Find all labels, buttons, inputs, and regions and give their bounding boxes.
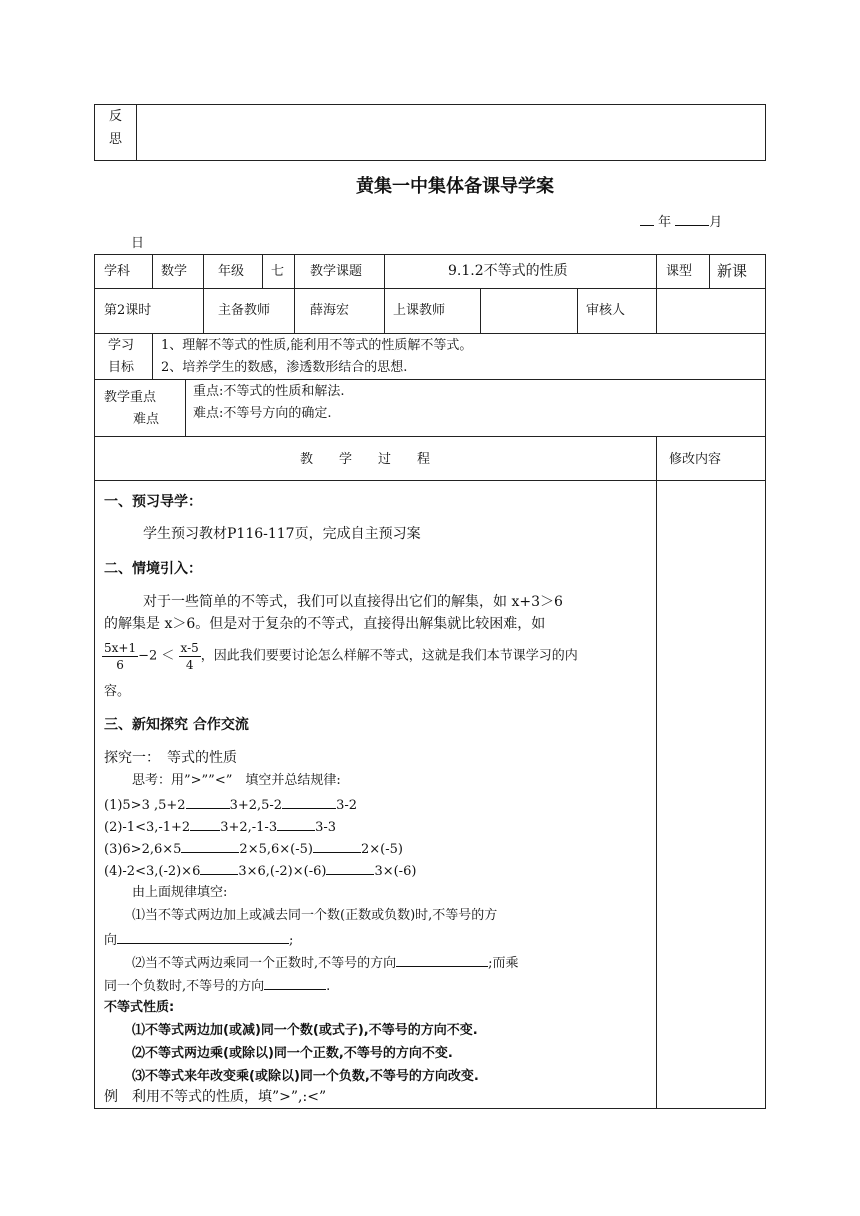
section-1-heading: 一、预习导学： — [104, 494, 202, 510]
subject-value: 数学 — [161, 264, 188, 279]
rule-1-line-1: ⑴当不等式两边加上或减去同一个数(正数或负数)时,不等号的方 — [132, 908, 498, 923]
keypoint-item-2: 难点:不等号方向的确定. — [193, 406, 332, 421]
properties-heading: 不等式性质: — [104, 1000, 175, 1015]
section-2-line-4: 容。 — [104, 684, 131, 699]
rule-2-line-2: 同一个负数时,不等号的方向 . — [104, 979, 331, 994]
section-2-line-2: 的解集是 x＞6。但是对于复杂的不等式，直接得出解集就比较困难，如 — [104, 616, 546, 632]
objectives-label-2: 目标 — [108, 360, 135, 375]
reviewer-label: 审核人 — [586, 303, 626, 318]
reflection-label-2: 思 — [109, 132, 123, 147]
objective-item-1: 1、理解不等式的性质,能利用不等式的性质解不等式。 — [161, 338, 473, 353]
section-2-formula-line — [102, 640, 578, 673]
section-2-line-3: ，因此我们要要讨论怎么样解不等式，这就是我们本节课学习的内 — [200, 648, 578, 664]
keypoint-item-1: 重点:不等式的性质和解法. — [193, 384, 345, 399]
subject-label: 学科 — [104, 264, 131, 279]
main-teacher-label: 主备教师 — [218, 303, 271, 318]
type-value: 新课 — [717, 262, 748, 280]
date-line — [640, 213, 722, 231]
date-day: 日 — [131, 236, 145, 251]
think-prompt: 思考：用”>””<” 填空并总结规律: — [132, 773, 341, 788]
minus-two: −2 ＜ — [138, 648, 175, 664]
reflection-label-1: 反 — [109, 109, 123, 124]
type-label: 课型 — [666, 264, 693, 279]
fraction-2: $\frac{x-5}{4}$ — [180, 641, 199, 672]
lesson-number: 第2课时 — [104, 303, 152, 318]
fraction-1: $\frac{5x+1}{6}$ — [104, 641, 137, 672]
date-month: 月 — [709, 215, 723, 230]
date-year: 年 — [658, 215, 672, 230]
grade-label: 年级 — [218, 264, 245, 279]
process-header: 教 学 过 程 — [300, 452, 431, 467]
property-3: ⑶不等式来年改变乘(或除以)同一个负数,不等号的方向改变. — [132, 1069, 479, 1084]
section-3-heading: 三、新知探究 合作交流 — [104, 717, 249, 733]
reflection-divider — [136, 104, 137, 161]
main-teacher-value: 薛海宏 — [310, 303, 350, 318]
keypoints-label-1: 教学重点 — [104, 390, 157, 405]
example-line: 例 利用不等式的性质，填”>”,:<” — [104, 1089, 327, 1105]
property-1: ⑴不等式两边加(或减)同一个数(或式子),不等号的方向不变. — [132, 1023, 478, 1038]
exercise-row-3: (3)6>2,6×5 2×5,6×(-5) 2×(-5) — [104, 842, 403, 857]
rule-1-line-2: 向 ; — [104, 933, 294, 948]
property-2: ⑵不等式两边乘(或除以)同一个正数,不等号的方向不变. — [132, 1046, 453, 1061]
exercise-row-4: (4)-2<3,(-2)×6 3×6,(-2)×(-6) 3×(-6) — [104, 864, 417, 879]
page-title: 黄集一中集体备课导学案 — [356, 176, 554, 197]
rule-2-line-1: ⑵当不等式两边乘同一个正数时,不等号的方向 ;而乘 — [132, 956, 519, 971]
modify-header: 修改内容 — [669, 452, 722, 467]
objectives-label-1: 学习 — [108, 338, 135, 353]
section-1-text: 学生预习教材P116-117页，完成自主预习案 — [143, 526, 421, 542]
section-2-heading: 二、情境引入： — [104, 561, 202, 577]
exercise-row-1: (1)5>3 ,5+2 3+2,5-2 3-2 — [104, 798, 358, 813]
fill-intro: 由上面规律填空: — [132, 885, 228, 900]
class-teacher-label: 上课教师 — [393, 303, 446, 318]
reflection-box — [94, 104, 766, 161]
exercise-row-2: (2)-1<3,-1+2 3+2,-1-3 3-3 — [104, 820, 337, 835]
keypoints-label-2: 难点 — [133, 412, 160, 427]
section-2-line-1: 对于一些简单的不等式，我们可以直接得出它们的解集，如 x+3＞6 — [143, 594, 563, 610]
grade-value: 七 — [271, 264, 285, 279]
topic-label: 教学课题 — [310, 264, 363, 279]
explore-title: 探究一： 等式的性质 — [104, 750, 237, 766]
objective-item-2: 2、培养学生的数感，渗透数形结合的思想. — [161, 360, 408, 375]
topic-value: 9.1.2不等式的性质 — [448, 263, 568, 279]
